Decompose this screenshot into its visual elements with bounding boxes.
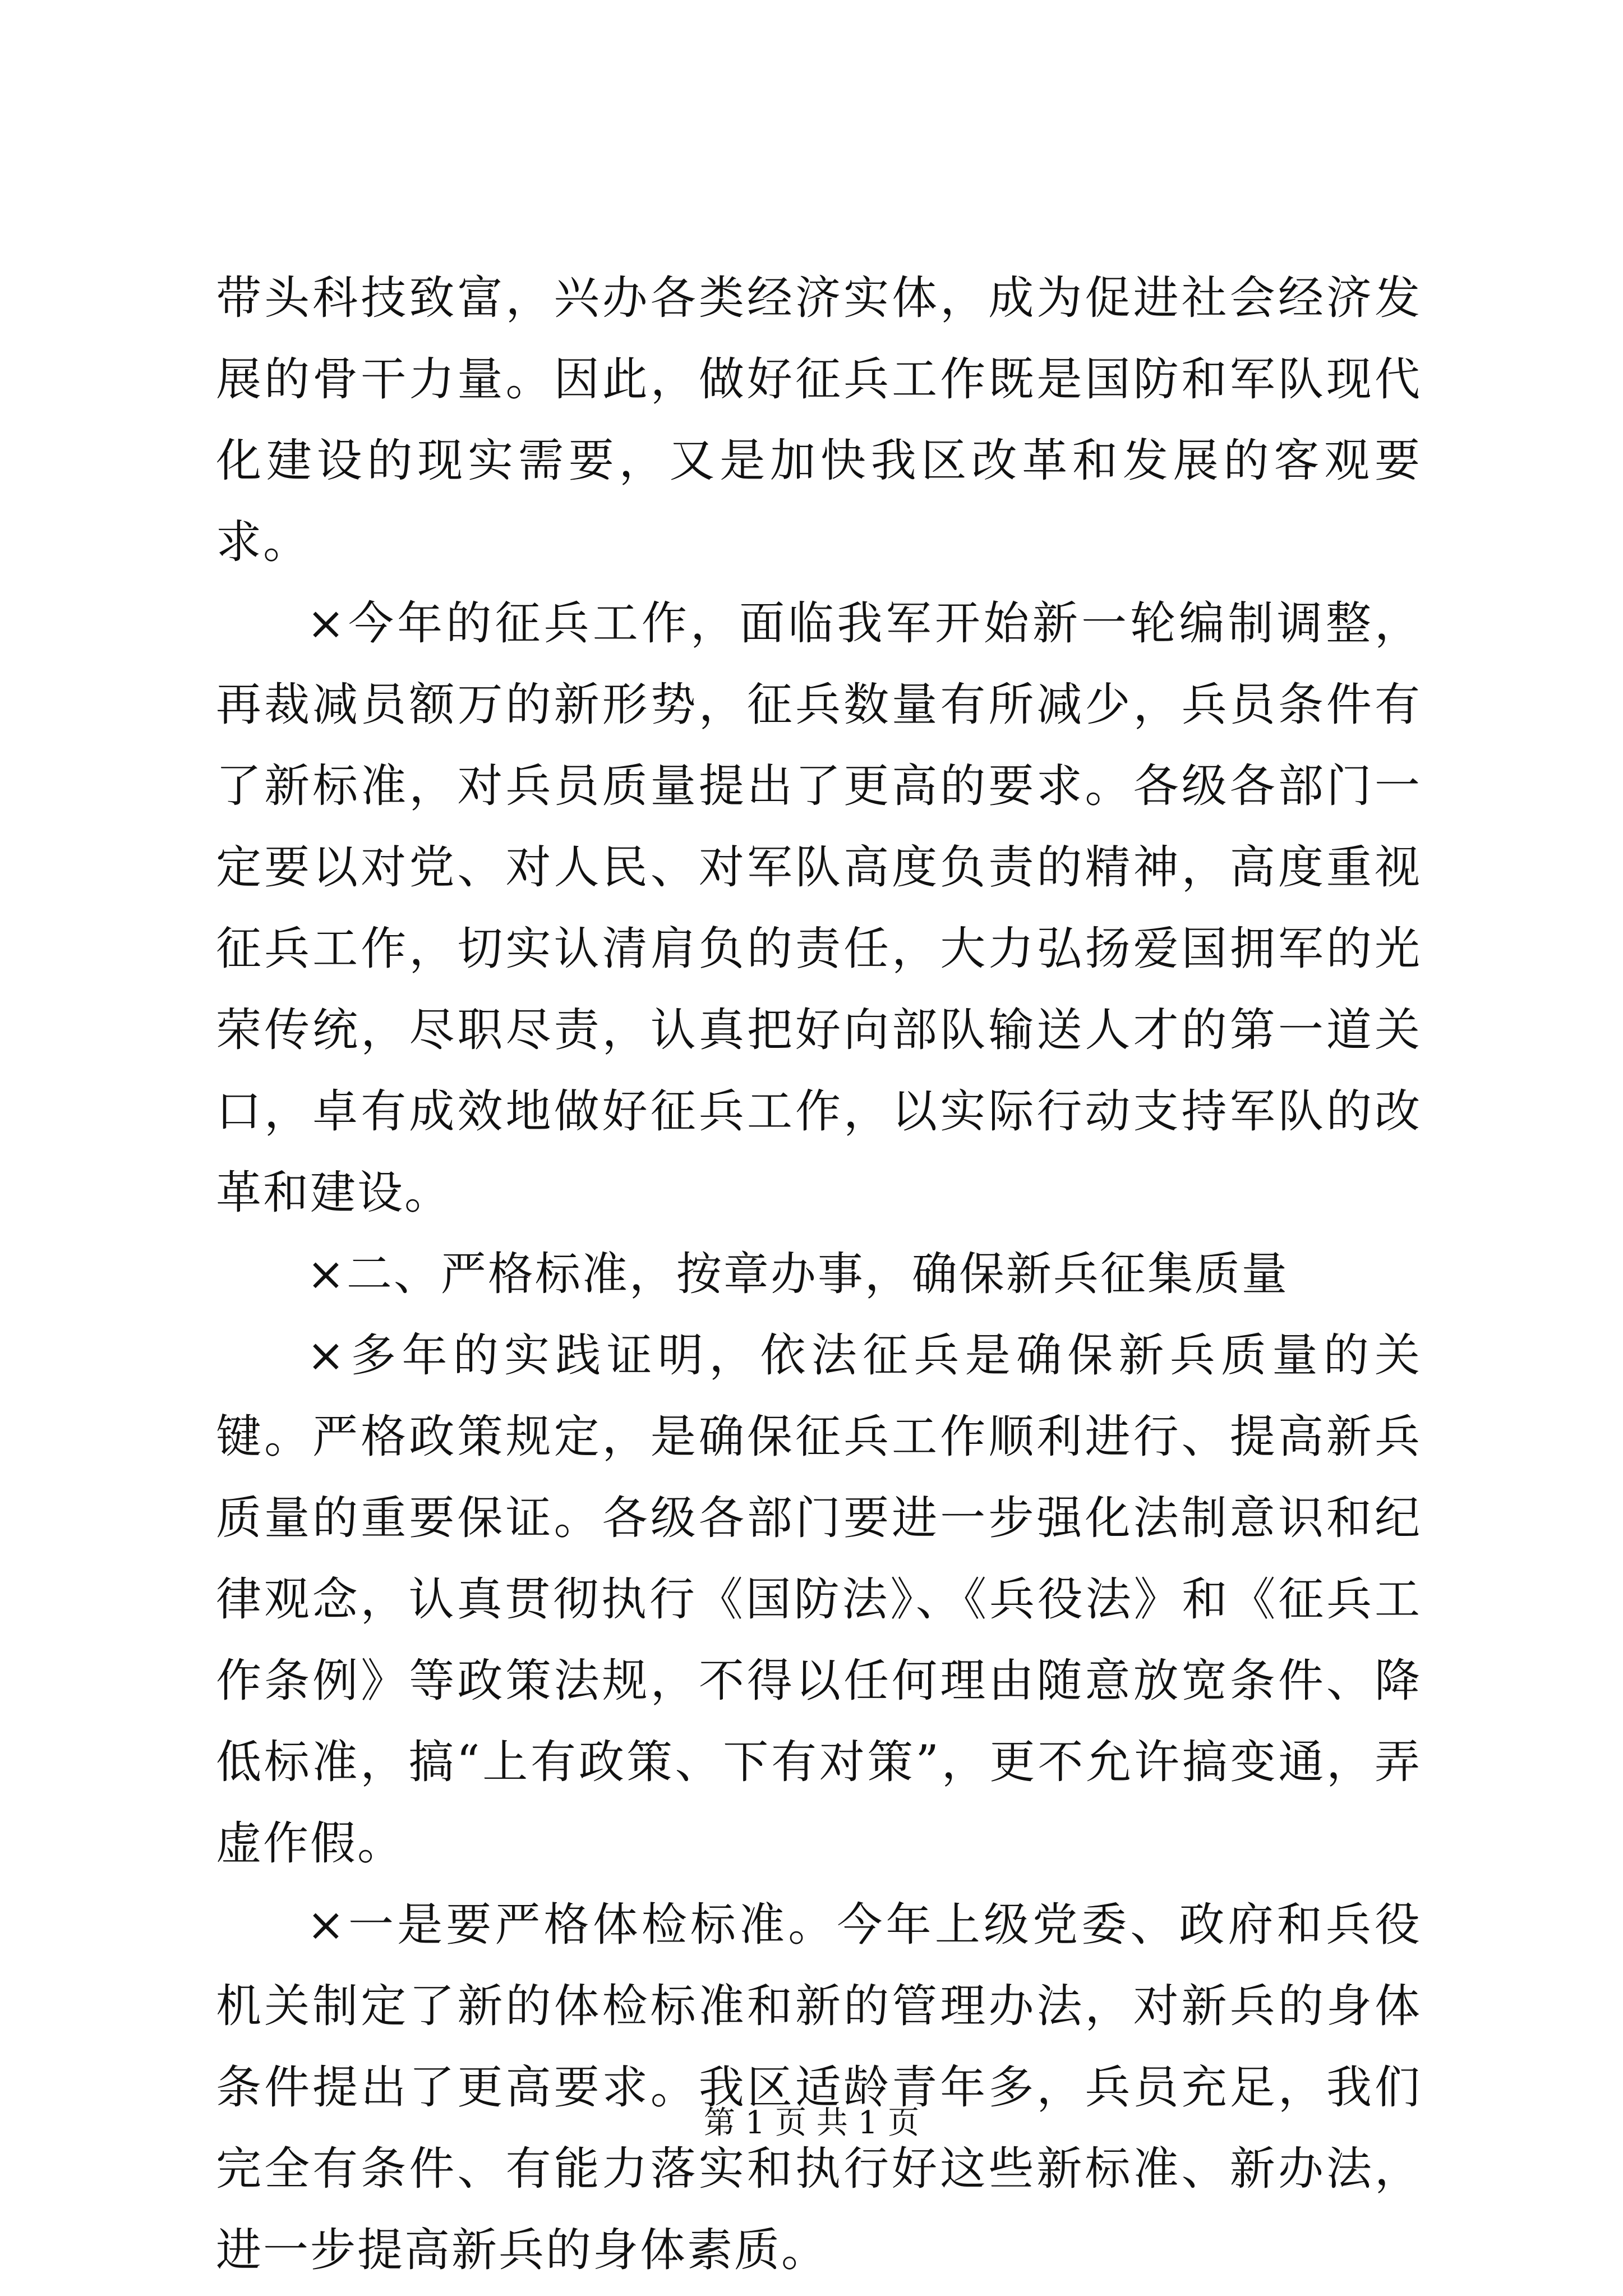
paragraph-1: 带头科技致富，兴办各类经济实体，成为促进社会经济发展的骨干力量。因此，做好征兵工作既是国防和军队现代化建设的现实需要，又是加快我区改革和发展的客观要求。 [216,272,1422,569]
section-heading: ×二、严格标准，按章办事，确保新兵征集质量 [307,1248,1289,1301]
paragraph-3: ×多年的实践证明，依法征兵是确保新兵质量的关键。严格政策规定，是确保征兵工作顺利进行、提高新兵质量的重要保证。各级各部门要进一步强化法制意识和纪律观念，认真贯彻执行《国防法》、《兵役法》和《征兵工作条例》等政策法规，不得以任何理由随意放宽条件、降低标准，搞“上有政策、下有对策”，更不允许搞变通，弄虚作假。 [216,1329,1422,1870]
paragraph-2: ×今年的征兵工作，面临我军开始新一轮编制调整，再裁减员额万的新形势，征兵数量有所减少，兵员条件有了新标准，对兵员质量提出了更高的要求。各级各部门一定要以对党、对人民、对军队高度负责的精神，高度重视征兵工作，切实认清肩负的责任，大力弘扬爱国拥军的光荣传统，尽职尽责，认真把好向部队输送人才的第一道关口，卓有成效地做好征兵工作，以实际行动支持军队的改革和建设。 [216,597,1422,1220]
document-body [216,258,1422,2292]
paragraph-4: ×一是要严格体检标准。今年上级党委、政府和兵役机关制定了新的体检标准和新的管理办法，对新兵的身体条件提出了更高要求。我区适龄青年多，兵员充足，我们完全有条件、有能力落实和执行好这些新标准、新办法，进一步提高新兵的身体素质。 [216,1899,1422,2277]
page-footer: 第 1 页 共 1 页 [703,2105,920,2141]
